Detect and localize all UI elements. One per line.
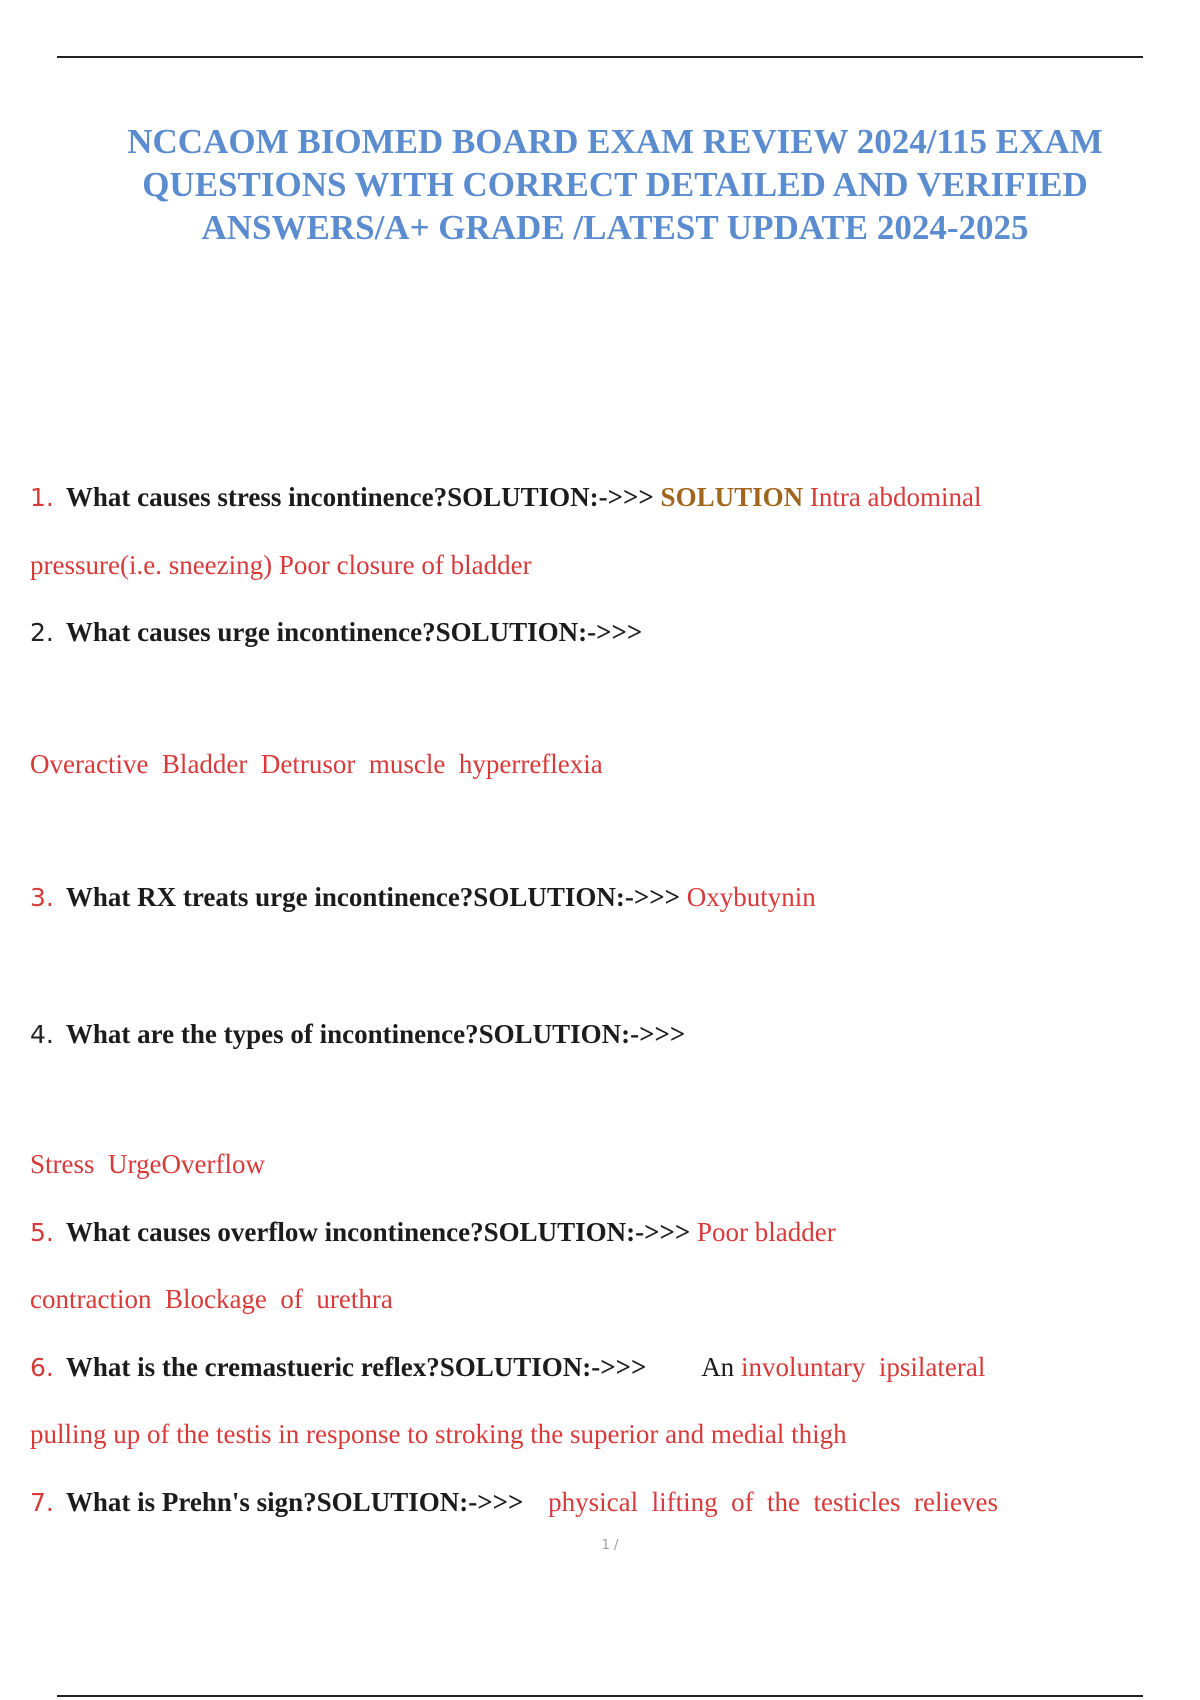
answer-2: [30, 749, 603, 780]
answer-text: contraction Blockage of urethra: [30, 1284, 393, 1314]
answer-text: pressure(i.e. sneezing) Poor closure of bladder: [30, 550, 532, 580]
solution-label: SOLUTION: [660, 482, 804, 512]
title-line-1: NCCAOM BIOMED BOARD EXAM REVIEW 2024/115 EXAM: [127, 122, 1103, 161]
question-number: 6.: [30, 1353, 54, 1382]
question-number: 3.: [30, 883, 54, 912]
question-text: What is Prehn's sign?SOLUTION:->>>: [65, 1487, 524, 1517]
page-number: 1 /: [601, 1538, 619, 1553]
answer-text: Overactive Bladder Detrusor muscle hyperreflexia: [30, 749, 603, 779]
answer-text: physical lifting of the testicles relieves: [548, 1487, 998, 1517]
title-line-2: QUESTIONS WITH CORRECT DETAILED AND VERIFIED: [142, 165, 1088, 204]
question-text: What are the types of incontinence?SOLUTION:->>>: [65, 1019, 686, 1049]
title-line-3: ANSWERS/A+ GRADE /LATEST UPDATE 2024-2025: [201, 208, 1029, 247]
question-number: 1.: [30, 483, 54, 512]
answer-text: Oxybutynin: [686, 882, 816, 912]
answer-text: involuntary ipsilateral: [740, 1352, 986, 1382]
top-rule: [57, 56, 1143, 58]
answer-6-continuation: [30, 1419, 847, 1450]
answer-text: pulling up of the testis in response to stroking the superior and medial thigh: [30, 1419, 847, 1449]
question-text: What causes urge incontinence?SOLUTION:->>>: [65, 617, 643, 647]
answer-1-continuation: [30, 550, 532, 581]
question-5: [30, 1217, 836, 1248]
question-number: 5.: [30, 1218, 54, 1247]
question-1: [30, 482, 982, 513]
question-6: [30, 1352, 985, 1383]
question-text: What RX treats urge incontinence?SOLUTION:->>>: [65, 882, 680, 912]
answer-5-continuation: [30, 1284, 393, 1315]
answer-text: Stress UrgeOverflow: [30, 1149, 265, 1179]
question-text: What causes overflow incontinence?SOLUTION:->>>: [65, 1217, 691, 1247]
question-text: What causes stress incontinence?SOLUTION:->>>: [65, 482, 654, 512]
question-7: [30, 1487, 998, 1518]
bottom-rule: [57, 1695, 1143, 1697]
question-4: [30, 1019, 685, 1050]
document-title: [60, 120, 1170, 249]
question-text: What is the cremastueric reflex?SOLUTION:->>>: [65, 1352, 647, 1382]
answer-text: Intra abdominal: [809, 482, 982, 512]
question-2: [30, 617, 642, 648]
question-number: 2.: [30, 618, 54, 647]
question-number: 7.: [30, 1488, 54, 1517]
question-number: 4.: [30, 1020, 54, 1049]
answer-4: [30, 1149, 265, 1180]
question-3: [30, 882, 816, 913]
answer-lead: An: [701, 1352, 735, 1382]
answer-text: Poor bladder: [697, 1217, 836, 1247]
